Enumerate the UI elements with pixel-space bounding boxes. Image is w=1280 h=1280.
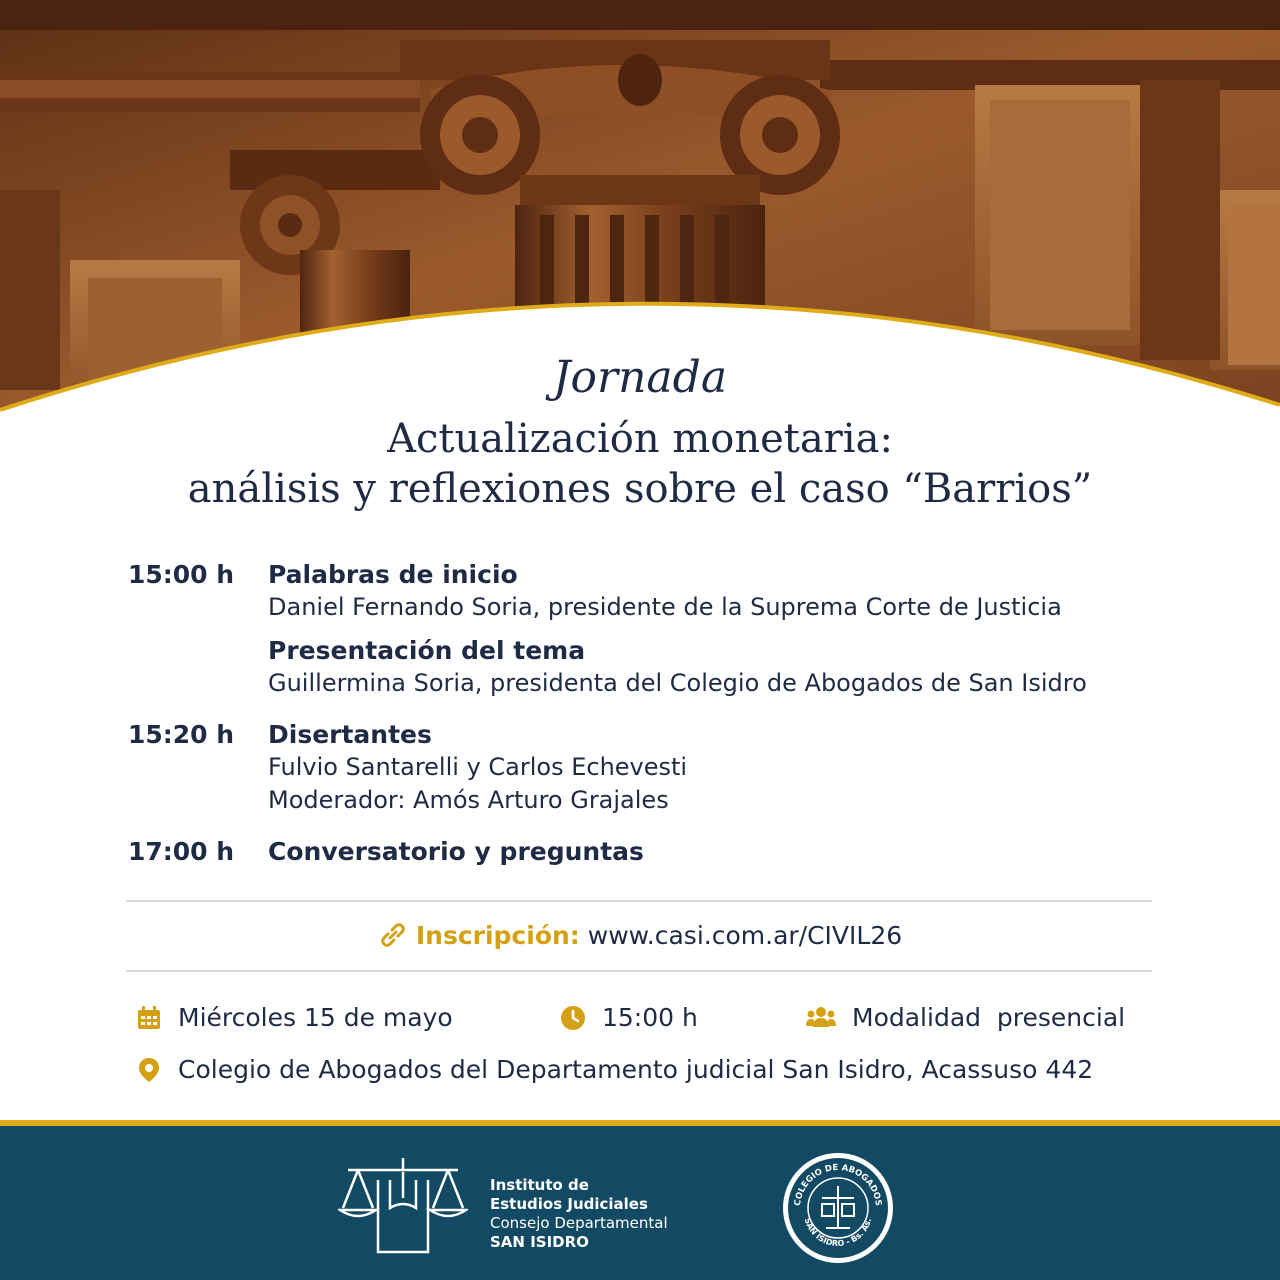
event-type: Jornada [552,352,728,403]
location-pin-icon [136,1057,162,1083]
agenda-item-title: Conversatorio y preguntas [268,837,644,866]
registration-line [0,916,1280,956]
agenda-item-detail: Fulvio Santarelli y Carlos Echevesti [268,753,688,781]
people-icon [806,1005,836,1031]
institute-text [490,1176,668,1252]
agenda-block [128,835,1168,868]
agenda-item-detail: Moderador: Amós Arturo Grajales [268,786,669,814]
agenda-item-title: Presentación del tema [268,636,586,665]
event-modality [806,1000,1125,1036]
agenda-time: 17:00 h [128,837,235,866]
agenda-block [128,558,1168,700]
institute-line3: Consejo Departamental [490,1214,668,1232]
agenda-item-detail: Daniel Fernando Soria, presidente de la Suprema Corte de Justicia [268,593,1062,621]
footer [0,1120,1280,1280]
event-modality-text: Modalidad presencial [852,1003,1126,1032]
registration-label: Inscripción: [415,921,580,950]
event-title [0,414,1280,514]
institute-line4: SAN ISIDRO [490,1233,589,1251]
event-date [136,1000,453,1036]
title-block [0,350,1280,514]
agenda-block [128,718,1168,817]
event-date-text: Miércoles 15 de mayo [178,1003,453,1032]
link-icon [378,923,408,947]
event-location-text: Colegio de Abogados del Departamento judicial San Isidro, Acassuso 442 [178,1055,1094,1084]
scales-of-justice-logo [338,1158,468,1254]
registration-url[interactable]: www.casi.com.ar/CIVIL26 [587,921,903,950]
event-title-line2: análisis y reflexiones sobre el caso “Barrios” [187,466,1093,512]
event-time-text: 15:00 h [602,1003,698,1032]
colegio-abogados-seal [780,1150,896,1266]
event-time [560,1000,698,1036]
event-location [136,1052,1093,1088]
agenda [128,558,1168,868]
divider [126,900,1152,902]
event-title-line1: Actualización monetaria: [387,416,893,462]
institute-line1: Instituto de [490,1176,589,1194]
agenda-time: 15:20 h [128,720,235,749]
divider [126,970,1152,972]
clock-icon [560,1005,586,1031]
agenda-time: 15:00 h [128,560,235,589]
seal-bottom-text: SAN ISIDRO - Bs. As. [802,1217,874,1249]
institute-line2: Estudios Judiciales [490,1195,648,1213]
calendar-icon [136,1005,162,1031]
agenda-item-title: Palabras de inicio [268,560,518,589]
seal-top-text: COLEGIO DE ABOGADOS [792,1162,884,1207]
agenda-item-title: Disertantes [268,720,432,749]
agenda-item-detail: Guillermina Soria, presidenta del Colegio de Abogados de San Isidro [268,669,1087,697]
